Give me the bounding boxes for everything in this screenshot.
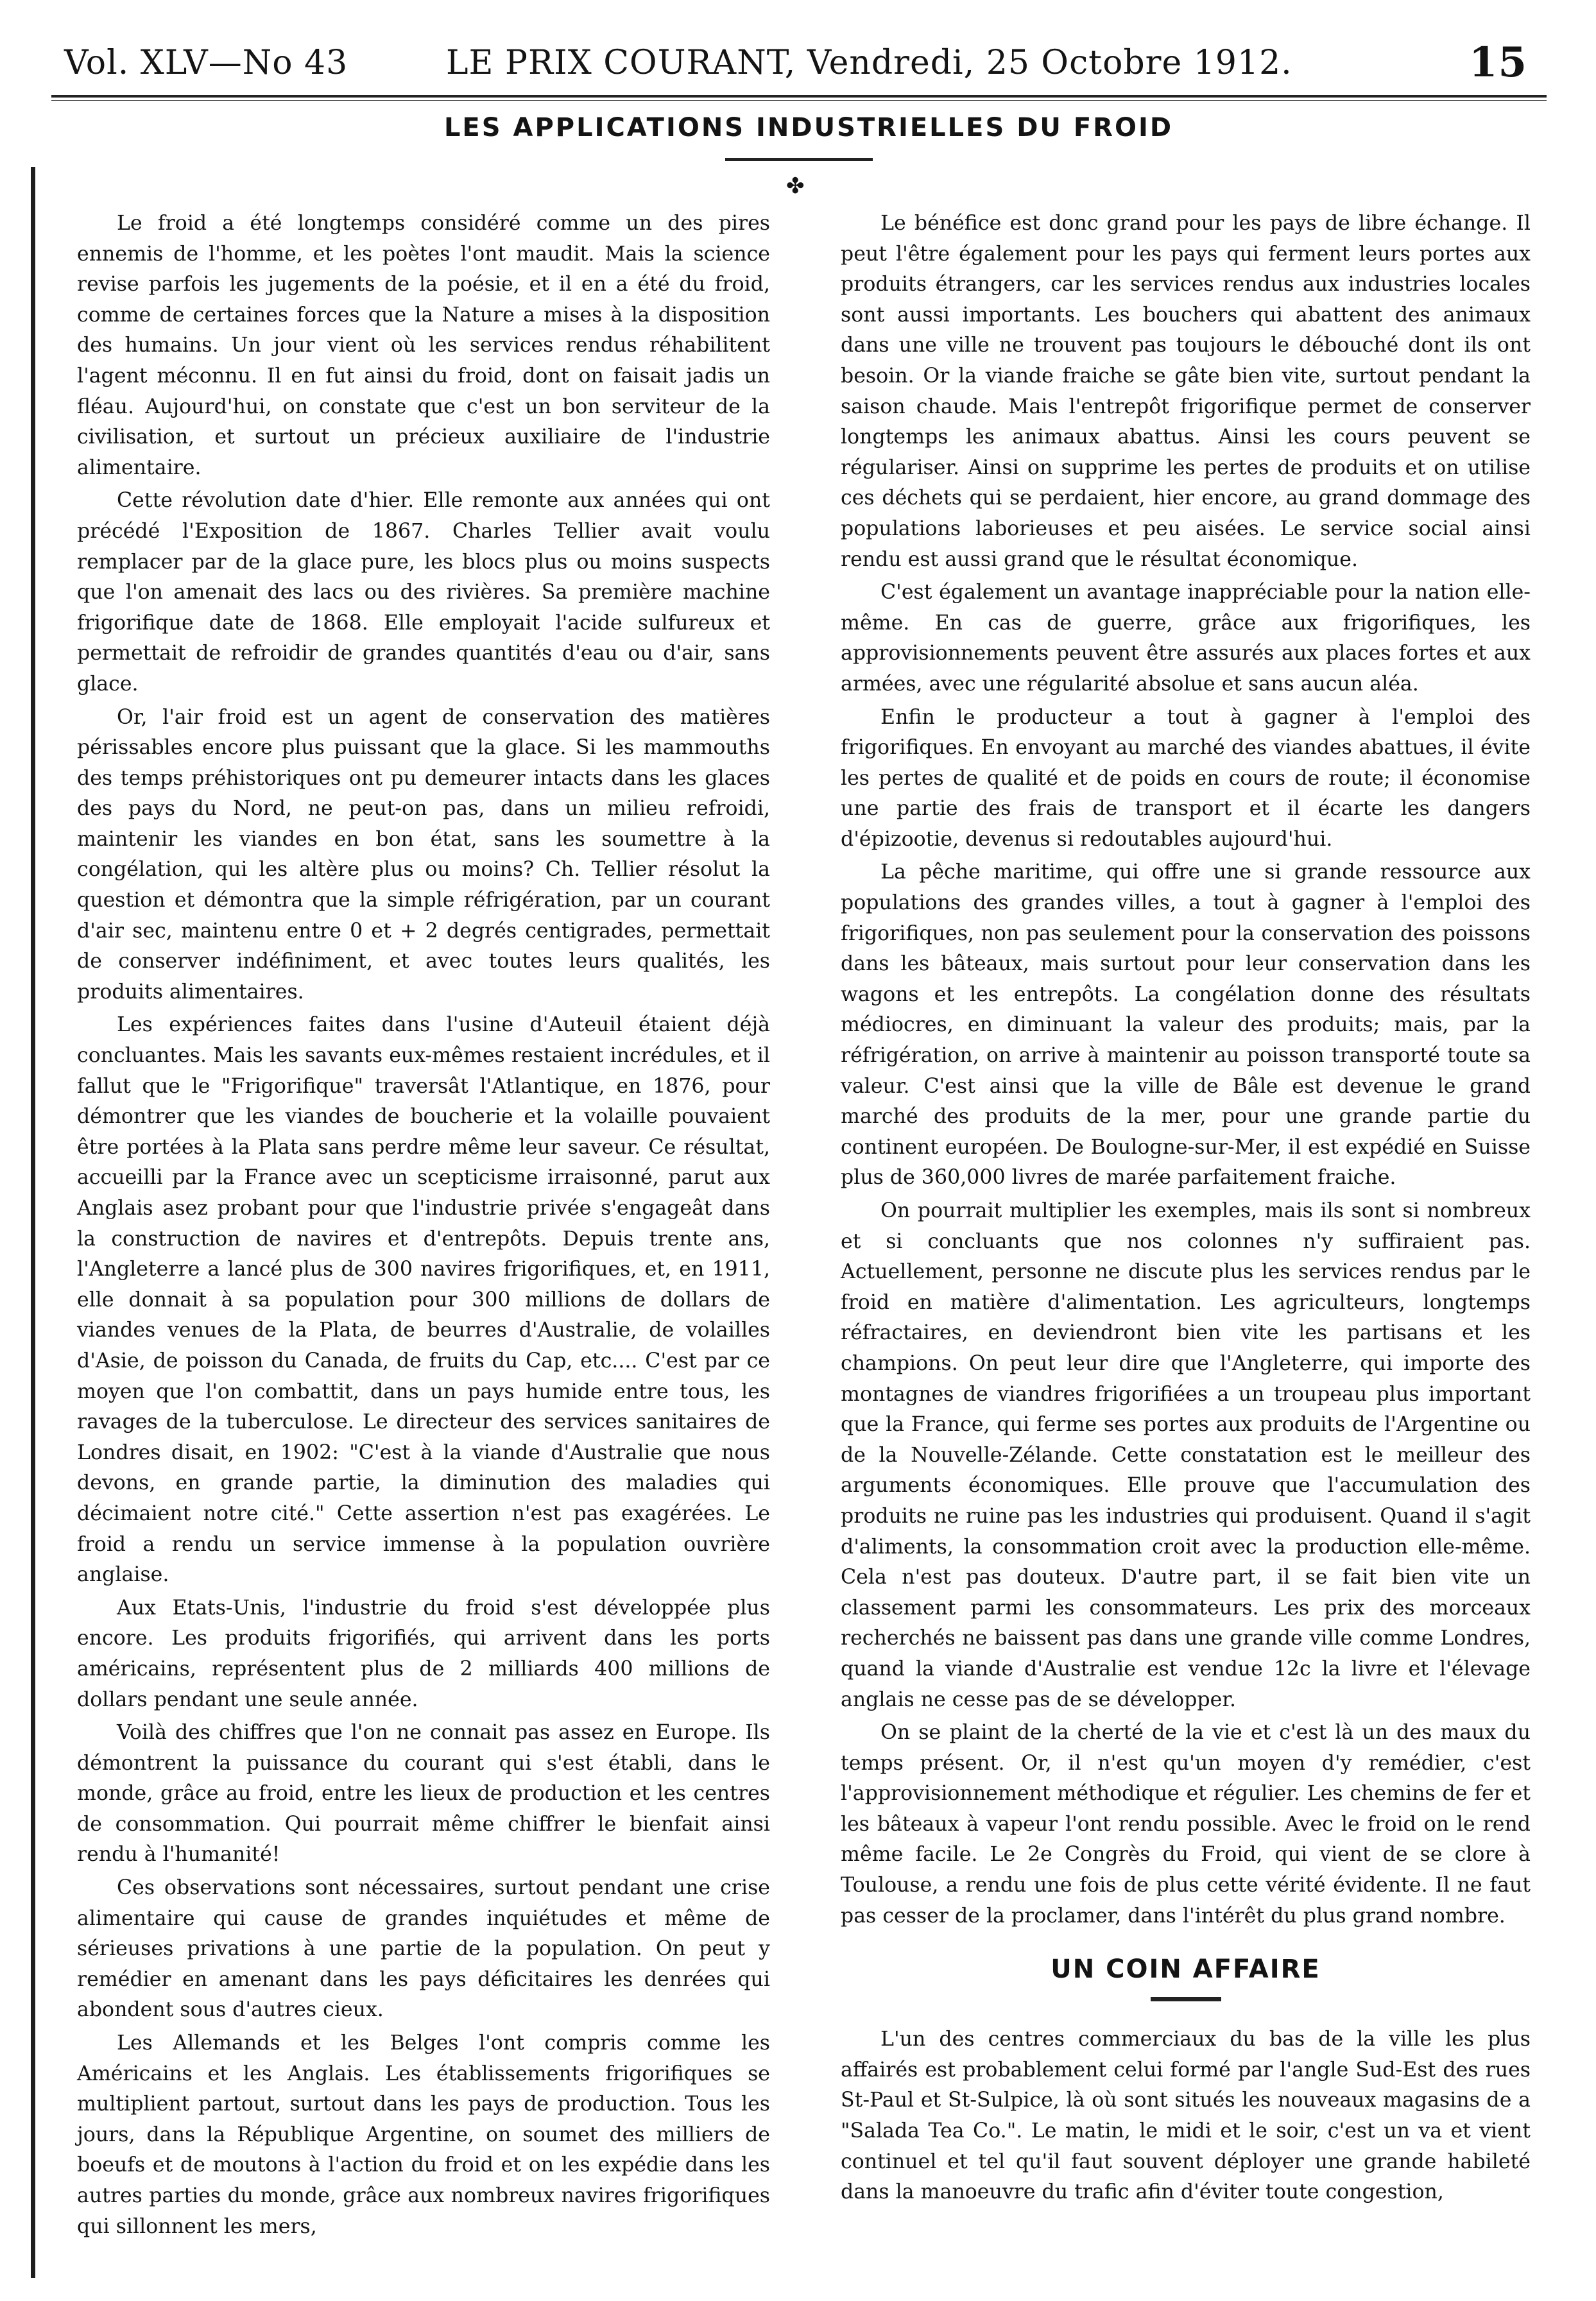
paragraph: Voilà des chiffres que l'on ne connait pas assez en Europe. Ils démontrent la puissance du courant qui s'est établi, dans le monde, grâce au froid, entre les lieux de production et les centres de consommation. Qui pourrait même chiffrer le bienfait ainsi rendu à l'humanité!	[77, 1721, 770, 1867]
journal-title-date: LE PRIX COURANT, Vendredi, 25 Octobre 1912.	[446, 44, 1292, 82]
paragraph: Ces observations sont nécessaires, surtout pendant une crise alimentaire qui cause de grandes inquiétudes et même de sérieuses privations à une partie de la population. On peut y remédier en amenant dans les pays déficitaires les denrées qui abondent sous d'autres cieux.	[77, 1876, 770, 2022]
section-title-coin-affaire: UN COIN AFFAIRE	[1051, 1955, 1321, 1985]
section-underline	[1151, 1997, 1221, 2001]
right-column	[841, 209, 1531, 2211]
article-title: LES APPLICATIONS INDUSTRIELLES DU FROID	[443, 113, 1174, 142]
header-rule-thin	[51, 100, 1547, 101]
ornament-icon: ✤	[786, 173, 805, 199]
left-column	[77, 209, 770, 2245]
paragraph: Les expériences faites dans l'usine d'Auteuil étaient déjà concluantes. Mais les savants eux-mêmes restaient incrédules, et il fallut que le "Frigorifique" traversât l'Atlantique, en 1876, pour démontrer que les viandes de boucherie et la volaille pouvaient être portées à la Plata sans perdre même leur saveur. Ce résultat, accueilli par la France avec un scepticisme irraisonné, parut aux Anglais asez probant pour que l'industrie privée s'engageât dans la construction de navires et d'entrepôts. Depuis trente ans, l'Angleterre a lancé plus de 300 navires frigorifiques, et, en 1911, elle donnait à sa population pour 300 millions de dollars de viandes venues de la Plata, de beurres d'Australie, de volailles d'Asie, de poisson du Canada, de fruits du Cap, etc.... C'est par ce moyen que l'on combattit, dans un pays humide entre tous, les ravages de la tuberculose. Le directeur des services sanitaires de Londres disait, en 1902: "C'est à la viande d'Australie que nous devons, en grande partie, la diminution des maladies qui décimaient notre cité." Cette assertion n'est pas exagérées. Le froid a rendu un service immense à la population ouvrière anglaise.	[77, 1013, 770, 1587]
paragraph: Enfin le producteur a tout à gagner à l'emploi des frigorifiques. En envoyant au marché des viandes abattues, il évite les pertes de qualité et de poids en cours de route; il économise une partie des frais de transport et il écarte les dangers d'épizootie, devenus si redoutables aujourd'hui.	[841, 705, 1531, 851]
paragraph: Le froid a été longtemps considéré comme un des pires ennemis de l'homme, et les poètes l'ont maudit. Mais la science revise parfois les jugements de la poésie, et il en a été du froid, comme de certaines forces que la Nature a mises à la disposition des humains. Un jour vient où les services rendus réhabilitent l'agent méconnu. Il en fut ainsi du froid, dont on faisait jadis un fléau. Aujourd'hui, on constate que c'est un bon serviteur de la civilisation, et surtout un précieux auxiliaire de l'industrie alimentaire.	[77, 212, 770, 479]
page-header	[64, 38, 1527, 96]
title-underline	[725, 158, 873, 161]
paragraph: L'un des centres commerciaux du bas de la ville les plus affairés est probablement celui formé par l'angle Sud-Est des rues St-Paul et St-Sulpice, là où sont situés les nouveaux magasins de a "Salada Tea Co.". Le matin, le midi et le soir, c'est un va et vient continuel et tel qu'il faut souvent déployer une grande habileté dans la manoeuvre du trafic afin d'éviter toute congestion,	[841, 2028, 1531, 2204]
volume-label: Vol. XLV—No 43	[64, 44, 348, 82]
paragraph: On pourrait multiplier les exemples, mais ils sont si nombreux et si concluants que nos colonnes n'y suffiraient pas. Actuellement, personne ne discute plus les services rendus par le froid en matière d'alimentation. Les agriculteurs, longtemps réfractaires, en deviendront bien vite les partisans et les champions. On peut leur dire que l'Angleterre, qui importe des montagnes de viandres frigorifiées a un troupeau plus important que la France, qui ferme ses portes aux produits de l'Argentine ou de la Nouvelle-Zélande. Cette constatation est le meilleur des arguments économiques. Elle prouve que l'accumulation des produits ne ruine pas les industries qui produisent. Quand il s'agit d'aliments, la consommation croit avec la production elle-même. Cela n'est pas douteux. D'autre part, il se fait bien vite un classement parmi les consommateurs. Les prix des morceaux recherchés ne baissent pas dans une grande ville comme Londres, quand la viande d'Australie est vendue 12c la livre et l'élevage anglais ne cesse pas de se développer.	[841, 1199, 1531, 1711]
paragraph: Or, l'air froid est un agent de conservation des matières périssables encore plus puissant que la glace. Si les mammouths des temps préhistoriques ont pu demeurer intacts dans les glaces des pays du Nord, ne peut-on pas, dans un milieu refroidi, maintenir les viandes en bon état, sans les soumettre à la congélation, qui les altère plus ou moins? Ch. Tellier résolut la question et démontra que la simple réfrigération, par un courant d'air sec, maintenu entre 0 et + 2 degrés centigrades, permettait de conserver indéfiniment, et avec toutes leurs qualités, les produits alimentaires.	[77, 705, 770, 1004]
header-rule	[51, 95, 1547, 98]
paragraph: Aux Etats-Unis, l'industrie du froid s'est développée plus encore. Les produits frigorifiés, qui arrivent dans les ports américains, représentent plus de 2 milliards 400 millions de dollars pendant une seule année.	[77, 1596, 770, 1711]
paragraph: Cette révolution date d'hier. Elle remonte aux années qui ont précédé l'Exposition de 1867. Charles Tellier avait voulu remplacer par de la glace pure, les blocs plus ou moins suspects que l'on amenait des lacs ou des rivières. Sa première machine frigorifique date de 1868. Elle employait l'acide sulfureux et permettait de refroidir de grandes quantités d'eau ou d'air, sans glace.	[77, 489, 770, 696]
paragraph: La pêche maritime, qui offre une si grande ressource aux populations des grandes villes, a tout à gagner à l'emploi des frigorifiques, non pas seulement pour la conservation des poissons dans les bâteaux, mais surtout pour leur conservation dans les wagons et les entrepôts. La congélation donne des résultats médiocres, en diminuant la valeur des produits; mais, par la réfrigération, on arrive à maintenir au poisson transporté toute sa valeur. C'est ainsi que la ville de Bâle est devenue le grand marché des produits de la mer, pour une grande partie du continent européen. De Boulogne-sur-Mer, il est expédié en Suisse plus de 360,000 livres de marée parfaitement fraiche.	[841, 860, 1531, 1190]
paragraph: C'est également un avantage inappréciable pour la nation elle-même. En cas de guerre, grâce aux frigorifiques, les approvisionnements peuvent être assurés aux places fortes et aux armées, avec une régularité absolue et sans aucun aléa.	[841, 581, 1531, 696]
page-number: 15	[1468, 38, 1527, 87]
paragraph: On se plaint de la cherté de la vie et c'est là un des maux du temps présent. Or, il n'est qu'un moyen d'y remédier, c'est l'approvisionnement méthodique et régulier. Les chemins de fer et les bâteaux à vapeur l'ont rendu possible. Avec le froid on le rend même facile. Le 2e Congrès du Froid, qui vient de se clore à Toulouse, a rendu une fois de plus cette vérité évidente. Il ne faut pas cesser de la proclamer, dans l'intérêt du plus grand nombre.	[841, 1721, 1531, 1928]
paragraph: Les Allemands et les Belges l'ont compris comme les Américains et les Anglais. Les établissements frigorifiques se multiplient partout, surtout dans les pays de production. Tous les jours, dans la République Argentine, on soumet des milliers de boeufs et de moutons à l'action du froid et on les expédie dans les autres parties du monde, grâce aux nombreux navires frigorifiques qui sillonnent les mers,	[77, 2032, 770, 2238]
paragraph: Le bénéfice est donc grand pour les pays de libre échange. Il peut l'être également pour les pays qui ferment leurs portes aux produits étrangers, car les services rendus aux industries locales sont aussi importants. Les bouchers qui abattent des animaux dans une ville ne trouvent pas toujours le débouché dont ils ont besoin. Or la viande fraiche se gâte bien vite, surtout pendant la saison chaude. Mais l'entrepôt frigorifique permet de conserver longtemps les animaux abattus. Ainsi les cours peuvent se régulariser. Ainsi on supprime les pertes de produits et on utilise ces déchets qui se perdaient, hier encore, au grand dommage des populations laborieuses et peu aisées. Le service social ainsi rendu est aussi grand que le résultat économique.	[841, 212, 1531, 571]
page-edge-bar	[31, 167, 35, 2278]
